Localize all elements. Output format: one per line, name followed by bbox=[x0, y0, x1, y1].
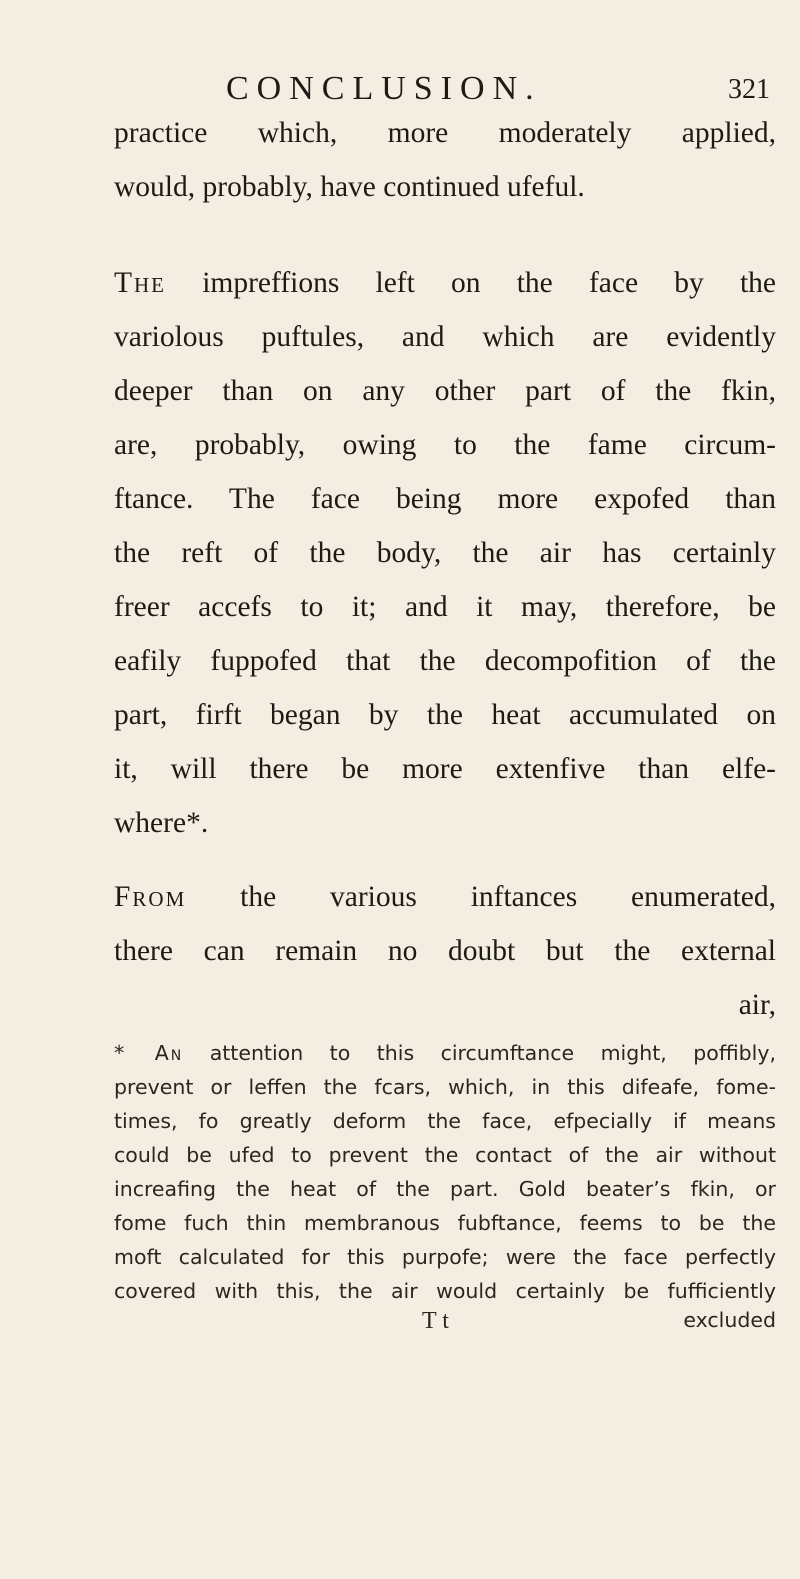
paragraph-lead-word: From bbox=[114, 881, 187, 913]
signature-line bbox=[114, 1308, 776, 1342]
paragraph-instances bbox=[114, 870, 776, 1032]
footnote-catchword: excluded bbox=[683, 1308, 776, 1332]
paragraph-continuation bbox=[114, 106, 776, 214]
signature-mark: T t bbox=[422, 1308, 449, 1334]
text-line: deeper than on any other part of the fkin, bbox=[114, 375, 776, 407]
footnote bbox=[114, 1036, 776, 1342]
text-line-rest: impreffions left on the face by the bbox=[166, 267, 776, 299]
footnote-line: increafing the heat of the part. Gold beater’s fkin, or bbox=[114, 1177, 776, 1201]
text-line: the reft of the body, the air has certainly bbox=[114, 537, 776, 569]
text-line: it, will there be more extenfive than elfe- bbox=[114, 753, 776, 785]
text-line: freer accefs to it; and it may, therefore, be bbox=[114, 591, 776, 623]
text-line: are, probably, owing to the fame circum- bbox=[114, 429, 776, 461]
footnote-line: moft calculated for this purpofe; were the face perfectly bbox=[114, 1245, 776, 1269]
text-line: there can remain no doubt but the external bbox=[114, 935, 776, 967]
footnote-line: times, fo greatly deform the face, efpecially if means bbox=[114, 1109, 776, 1133]
running-title: CONCLUSION. bbox=[226, 70, 542, 107]
text-line: variolous puftules, and which are evidently bbox=[114, 321, 776, 353]
text-line: where*. bbox=[114, 807, 209, 839]
footnote-line: could be ufed to prevent the contact of the air without bbox=[114, 1143, 776, 1167]
footnote-line: fome fuch thin membranous fubftance, feems to be the bbox=[114, 1211, 776, 1235]
paragraph-first-line bbox=[114, 256, 776, 310]
footnote-line: prevent or leffen the fcars, which, in this difeafe, fome- bbox=[114, 1075, 776, 1099]
text-line: would, probably, have continued ufeful. bbox=[114, 171, 585, 203]
catchword: air, bbox=[738, 989, 776, 1021]
paragraph-lead-word: The bbox=[114, 267, 167, 299]
page-number: 321 bbox=[728, 74, 770, 105]
paragraph-impressions bbox=[114, 256, 776, 850]
text-line: eafily fuppofed that the decompofition of the bbox=[114, 645, 776, 677]
paragraph-first-line bbox=[114, 870, 776, 924]
text-line: ftance. The face being more expofed than bbox=[114, 483, 776, 515]
page-header bbox=[110, 70, 770, 110]
text-line-rest: the various inftances enumerated, bbox=[186, 881, 776, 913]
footnote-lead: * An bbox=[114, 1041, 184, 1065]
footnote-line-rest: attention to this circumftance might, poffibly, bbox=[183, 1041, 776, 1065]
text-line: practice which, more moderately applied, bbox=[114, 117, 776, 149]
footnote-first-line bbox=[114, 1036, 776, 1070]
footnote-line: covered with this, the air would certainly be fufficiently bbox=[114, 1279, 776, 1303]
text-line: part, firft began by the heat accumulated on bbox=[114, 699, 776, 731]
